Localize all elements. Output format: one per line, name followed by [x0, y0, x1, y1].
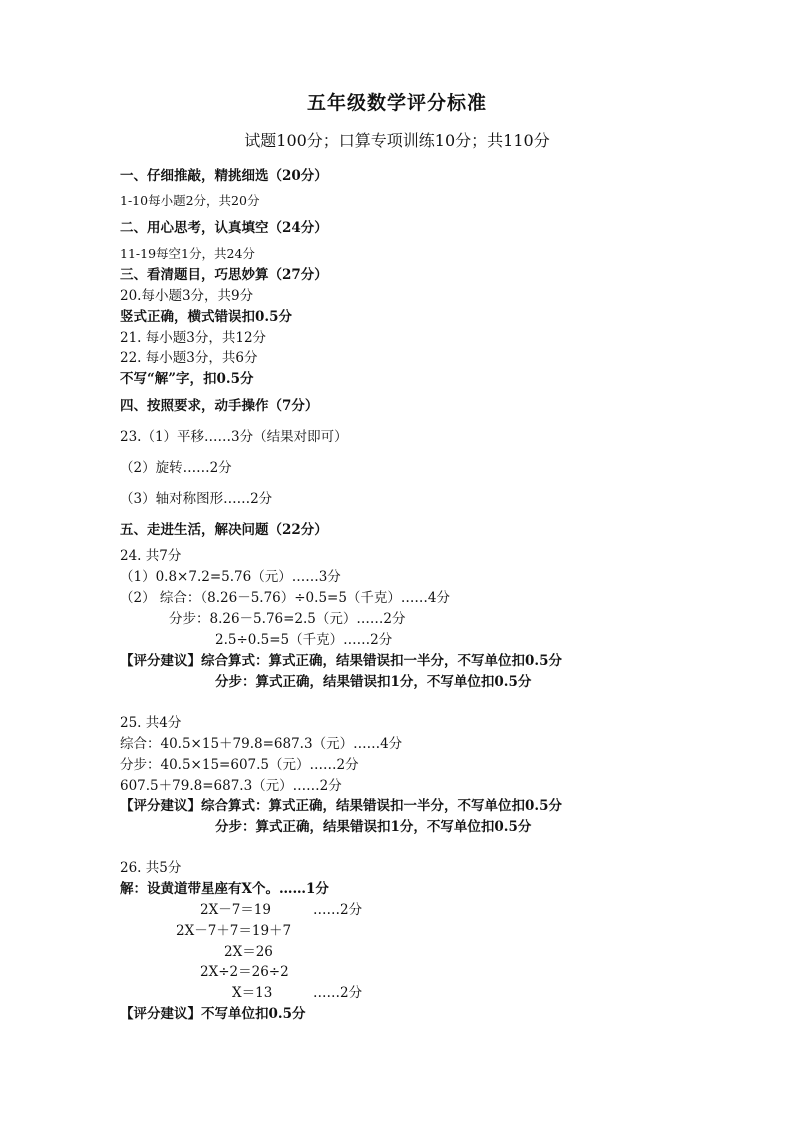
page-subtitle: 试题100分；口算专项训练10分；共110分 [244, 131, 550, 150]
section-5-heading: 五、走进生活，解决问题（22分） [120, 522, 328, 538]
q25-combined: 综合：40.5×15＋79.8=687.3（元）……4分 [120, 736, 403, 752]
q26-equation-3: 2X＝26 [224, 944, 273, 960]
q24-grading-note-steps: 分步：算式正确，结果错误扣1分，不写单位扣0.5分 [215, 674, 532, 690]
q25-step-2: 607.5＋79.8=687.3（元）……2分 [120, 778, 342, 794]
section-3-line-2: 竖式正确，横式错误扣0.5分 [120, 309, 292, 325]
q26-equation-2: 2X－7＋7＝19＋7 [176, 923, 292, 939]
page-title: 五年级数学评分标准 [306, 92, 487, 114]
section-3-line-5: 不写“解”字，扣0.5分 [120, 371, 254, 387]
section-4-line-2: （2）旋转……2分 [120, 460, 232, 476]
q26-equation-4: 2X÷2＝26÷2 [200, 964, 289, 980]
section-2-heading: 二、用心思考，认真填空（24分） [120, 220, 328, 236]
q24-total: 24. 共7分 [120, 548, 182, 564]
q26-solution-setup: 解：设黄道带星座有X个。……1分 [120, 881, 329, 897]
q24-grading-note: 【评分建议】综合算式：算式正确，结果错误扣一半分，不写单位扣0.5分 [120, 653, 562, 669]
q25-step-1: 分步：40.5×15=607.5（元）……2分 [120, 757, 359, 773]
section-2-line-1: 11-19每空1分，共24分 [120, 246, 255, 261]
q24-part-2-combined: （2） 综合：（8.26－5.76）÷0.5=5（千克）……4分 [120, 590, 451, 606]
q26-equation-5: X＝13 [232, 985, 273, 1001]
q26-grading-note: 【评分建议】不写单位扣0.5分 [120, 1006, 306, 1022]
q25-total: 25. 共4分 [120, 715, 182, 731]
section-4-line-3: （3）轴对称图形……2分 [120, 491, 273, 507]
q24-part-1: （1）0.8×7.2=5.76（元）……3分 [120, 569, 341, 585]
q25-grading-note: 【评分建议】综合算式：算式正确，结果错误扣一半分，不写单位扣0.5分 [120, 798, 562, 814]
q26-equation-1: 2X－7＝19 [200, 902, 271, 918]
section-4-heading: 四、按照要求，动手操作（7分） [120, 398, 319, 414]
section-1-line-1: 1-10每小题2分，共20分 [120, 193, 260, 208]
q26-total: 26. 共5分 [120, 860, 182, 876]
section-3-line-4: 22. 每小题3分，共6分 [120, 350, 258, 366]
section-3-line-3: 21. 每小题3分，共12分 [120, 330, 267, 346]
q24-step-1: 分步：8.26－5.76=2.5（元）……2分 [169, 611, 406, 627]
section-3-heading: 三、看清题目，巧思妙算（27分） [120, 267, 328, 283]
q26-equation-5-score: ……2分 [313, 985, 363, 1001]
section-3-line-1: 20.每小题3分，共9分 [120, 288, 254, 304]
q26-equation-1-score: ……2分 [313, 902, 363, 918]
section-4-line-1: 23.（1）平移……3分（结果对即可） [120, 429, 348, 445]
section-1-heading: 一、仔细推敲，精挑细选（20分） [120, 168, 328, 184]
q24-step-2: 2.5÷0.5=5（千克）……2分 [215, 632, 393, 648]
q25-grading-note-steps: 分步：算式正确，结果错误扣1分，不写单位扣0.5分 [215, 819, 532, 835]
